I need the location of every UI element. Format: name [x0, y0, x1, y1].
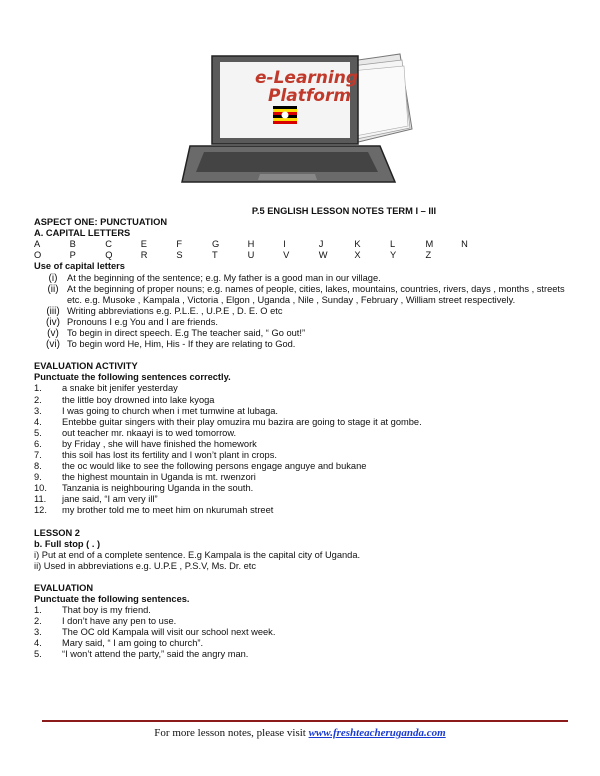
use-item: (vi) To begin word He, Him, His - If they are relating to God. [46, 339, 296, 351]
full-stop-rule: i) Put at end of a complete sentence. E.g Kampala is the capital city of Uganda. [34, 549, 361, 560]
use-item: (i) At the beginning of the sentence; e.g. My father is a good man in our village. [48, 272, 381, 284]
exercise-item: 4. Entebbe guitar singers with their play omuzira mu bazira are going to stage it at gombe. [34, 416, 422, 427]
letter: K [354, 239, 361, 250]
full-stop-heading: b. Full stop ( . ) [34, 538, 101, 549]
logo-text-line2: Platform [268, 86, 352, 106]
letter: H [247, 239, 255, 250]
letter: Y [389, 250, 397, 261]
exercise-item: 4. Mary said, “ I am going to church”. [34, 638, 204, 649]
exercise-item: 1. a snake bit jenifer yesterday [34, 383, 178, 394]
letter: T [211, 250, 218, 261]
use-item: (iv) Pronouns I e.g You and I are friends. [46, 316, 218, 328]
exercise-item: 2. I don’t have any pen to use. [34, 616, 177, 627]
use-item: (iii) Writing abbreviations e.g. P.L.E. , U.P.E , D. E. O etc [46, 305, 283, 317]
letter: Q [105, 250, 113, 261]
exercise-item: 5. “I won’t attend the party,” said the angry man. [34, 649, 249, 660]
letter: W [318, 250, 328, 261]
footer-divider [42, 720, 568, 722]
exercise-item: 8. the oc would like to see the following persons engage anguye and bukane [34, 461, 367, 472]
lesson-2-heading: LESSON 2 [34, 527, 80, 538]
e-learning-logo [180, 44, 415, 194]
alphabet-row-1 [34, 239, 574, 250]
exercise-item: 6. by Friday , she will have finished the homework [34, 438, 257, 449]
use-item: (ii) At the beginning of proper nouns; e.g. names of people, cities, lakes, mountains, countries, rivers, days , months , streets etc. e.g. Musoke , Kampala , Victoria , Elgon , Uganda , Nile , Sunday , February , William street respectively. [47, 283, 565, 305]
letter: V [283, 250, 290, 261]
letter: B [69, 239, 76, 250]
exercise-item: 7. this soil has lost its fertility and I won’t plant in crops. [34, 449, 277, 460]
logo-text-line1: e-Learning [255, 68, 359, 88]
letter: P [69, 250, 76, 261]
letter: J [318, 239, 324, 250]
use-heading: Use of capital letters [34, 261, 125, 272]
exercise-item: 12. my brother told me to meet him on nkurumah street [34, 505, 274, 516]
exercise-item: 3. The OC old Kampala will visit our school next week. [34, 627, 276, 638]
letter: N [461, 239, 468, 250]
exercise-item: 5. out teacher mr. nkaayi is to wed tomorrow. [34, 427, 237, 438]
letter: X [354, 250, 361, 261]
letter: O [34, 250, 42, 261]
letter: E [140, 239, 147, 250]
letter: M [425, 239, 434, 250]
exercise-item: 2. the little boy drowned into lake kyoga [34, 394, 215, 405]
letter: G [211, 239, 220, 250]
evaluation-activity-heading: EVALUATION ACTIVITY [34, 361, 138, 372]
capital-letters-heading: A. CAPITAL LETTERS [34, 228, 131, 239]
exercise-item: 10. Tanzania is neighbouring Uganda in the south. [34, 483, 254, 494]
exercise-item: 9. the highest mountain in Uganda is mt. rwenzori [34, 472, 256, 483]
evaluation-heading: EVALUATION [34, 582, 94, 593]
alphabet-row-2 [34, 250, 574, 261]
exercise-item: 3. I was going to church when i met tumwine at lubaga. [34, 405, 279, 416]
website-link[interactable]: www.freshteacheruganda.com [308, 727, 446, 739]
letter: L [389, 239, 396, 250]
letter: F [176, 239, 183, 250]
exercise-item: 11. jane said, “I am very ill” [34, 494, 158, 505]
letter: C [105, 239, 112, 250]
letter: A [34, 239, 41, 250]
evaluation-instruction: Punctuate the following sentences correctly. [34, 372, 231, 383]
letter: I [283, 239, 286, 250]
full-stop-rule: ii) Used in abbreviations e.g. U.P.E , P.S.V, Ms. Dr. etc [34, 560, 257, 571]
letter: R [140, 250, 148, 261]
letter: Z [425, 250, 432, 261]
aspect-heading: ASPECT ONE: PUNCTUATION [34, 217, 168, 228]
exercise-item: 1. That boy is my friend. [34, 605, 151, 616]
letter: U [247, 250, 255, 261]
evaluation-instruction-2: Punctuate the following sentences. [34, 594, 190, 604]
letter: S [176, 250, 183, 261]
lesson-notes [34, 206, 574, 661]
document-title: P.5 ENGLISH LESSON NOTES TERM I – III [251, 206, 437, 216]
use-item: (v) To begin in direct speech. E.g The teacher said, “ Go out!” [47, 328, 306, 340]
footer [0, 727, 600, 739]
footer-text: For more lesson notes, please visit [154, 727, 309, 739]
